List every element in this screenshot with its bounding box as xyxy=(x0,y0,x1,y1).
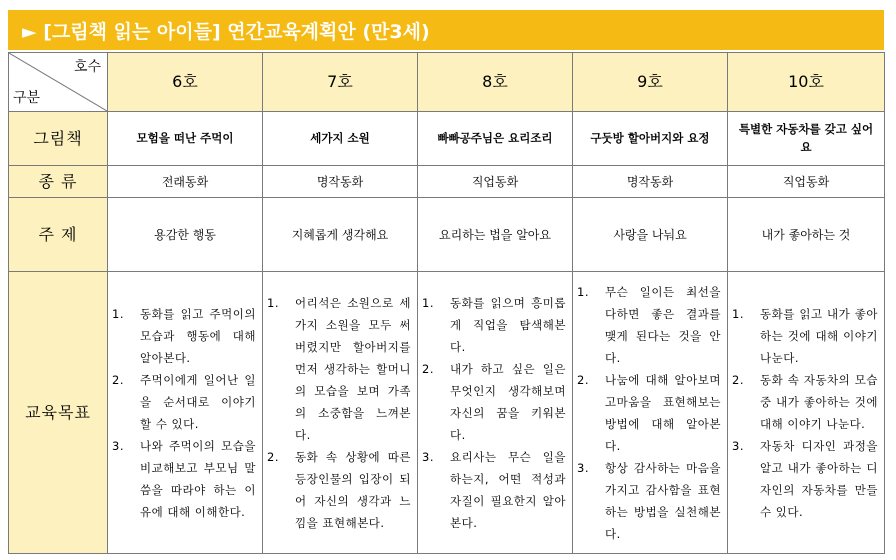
page-title xyxy=(8,10,884,50)
column-header: 9호 xyxy=(573,53,728,112)
goal-item-text: 나와 주먹이의 모습을 비교해보고 부모님 말씀을 따라야 하는 이유에 대해 이해한다. xyxy=(140,438,256,519)
corner-top-label: 호수 xyxy=(73,59,101,75)
goal-item xyxy=(577,369,721,457)
plan-table xyxy=(8,52,885,554)
goal-item xyxy=(422,446,566,534)
goal-item xyxy=(732,303,878,369)
goal-item-text: 주먹이에게 일어난 일을 순서대로 이야기 할 수 있다. xyxy=(140,372,256,431)
goal-item-number: 2. xyxy=(267,449,279,464)
goal-item-text: 동화 속 상황에 따른 등장인물의 입장이 되어 자신의 생각과 느낌을 표현해본다. xyxy=(295,449,411,530)
goal-item-number: 1. xyxy=(422,295,434,310)
book-title: 특별한 자동차를 갖고 싶어요 xyxy=(728,112,885,166)
column-header: 7호 xyxy=(263,53,418,112)
goal-item xyxy=(577,281,721,369)
goal-item-text: 항상 감사하는 마음을 가지고 감사함을 표현 하는 방법을 실천해본다. xyxy=(605,460,721,541)
goal-item-number: 1. xyxy=(267,295,279,310)
book-title: 모험을 떠난 주먹이 xyxy=(108,112,263,166)
row-label-book: 그림책 xyxy=(9,112,108,166)
row-label-goal: 교육목표 xyxy=(9,272,108,554)
goal-item xyxy=(267,446,411,534)
type-cell: 전래동화 xyxy=(108,166,263,198)
goal-item-number: 1. xyxy=(577,284,589,299)
goal-item-number: 2. xyxy=(732,372,744,387)
goal-item-text: 무슨 일이든 최선을 다하면 좋은 결과를 맺게 된다는 것을 안다. xyxy=(605,284,721,365)
goal-item-number: 3. xyxy=(112,438,124,453)
book-row xyxy=(9,112,885,166)
type-cell: 직업동화 xyxy=(728,166,885,198)
goal-cell xyxy=(418,272,573,554)
goal-item xyxy=(732,435,878,523)
goal-item-text: 동화 속 자동차의 모습 중 내가 좋아하는 것에 대해 이야기 나눈다. xyxy=(760,372,878,431)
goal-item xyxy=(112,369,256,435)
goal-item-number: 3. xyxy=(422,449,434,464)
goal-item xyxy=(422,358,566,446)
goal-item-number: 3. xyxy=(577,460,589,475)
goal-item-text: 요리사는 무슨 일을 하는지, 어떤 적성과 자질이 필요한지 알아본다. xyxy=(450,449,566,530)
goal-item-text: 나눔에 대해 알아보며고마움을 표현해보는 방법에 대해 알아본다. xyxy=(605,372,721,453)
goal-item-text: 내가 하고 싶은 일은 무엇인지 생각해보며 자신의 꿈을 키워본다. xyxy=(450,361,566,442)
goal-item-number: 2. xyxy=(422,361,434,376)
goal-item-text: 동화를 읽으며 흥미롭게 직업을 탐색해본다. xyxy=(450,295,566,354)
goal-cell xyxy=(728,272,885,554)
theme-cell: 내가 좋아하는 것 xyxy=(728,198,885,272)
goal-item-number: 2. xyxy=(577,372,589,387)
goal-item-text: 동화를 읽고 내가 좋아하는 것에 대해 이야기 나눈다. xyxy=(760,306,878,365)
goal-item-number: 2. xyxy=(112,372,124,387)
type-cell: 직업동화 xyxy=(418,166,573,198)
title-text: ► [그림책 읽는 아이들] 연간교육계획안 (만3세) xyxy=(22,20,430,43)
goal-item-text: 자동차 디자인 과정을 알고 내가 좋아하는 디자인의 자동차를 만들 수 있다. xyxy=(760,438,878,519)
book-title: 빠빠공주님은 요리조리 xyxy=(418,112,573,166)
goal-cell xyxy=(108,272,263,554)
goal-cell xyxy=(573,272,728,554)
goal-item-number: 3. xyxy=(732,438,744,453)
goal-item xyxy=(577,457,721,545)
goal-item-number: 1. xyxy=(732,306,744,321)
goal-item xyxy=(732,369,878,435)
row-label-theme: 주 제 xyxy=(9,198,108,272)
type-cell: 명작동화 xyxy=(263,166,418,198)
column-header: 6호 xyxy=(108,53,263,112)
row-label-type: 종 류 xyxy=(9,166,108,198)
corner-bottom-label: 구분 xyxy=(13,90,41,106)
goal-item xyxy=(112,435,256,523)
goal-item xyxy=(112,303,256,369)
theme-cell: 요리하는 법을 알아요 xyxy=(418,198,573,272)
goal-cell xyxy=(263,272,418,554)
type-cell: 명작동화 xyxy=(573,166,728,198)
book-title: 구둣방 할아버지와 요정 xyxy=(573,112,728,166)
goal-item-number: 1. xyxy=(112,306,124,321)
goal-item-text: 어리석은 소원으로 세가지 소원을 모두 써버렸지만 할아버지를 먼저 생각하는 할머니의 모습을 보며 가족의 소중함을 느껴본다. xyxy=(295,295,411,442)
book-title: 세가지 소원 xyxy=(263,112,418,166)
goal-row xyxy=(9,272,885,554)
theme-row xyxy=(9,198,885,272)
theme-cell: 지혜롭게 생각해요 xyxy=(263,198,418,272)
theme-cell: 사랑을 나눠요 xyxy=(573,198,728,272)
corner-cell xyxy=(9,53,108,112)
theme-cell: 용감한 행동 xyxy=(108,198,263,272)
goal-item xyxy=(422,292,566,358)
goal-item-text: 동화를 읽고 주먹이의 모습과 행동에 대해 알아본다. xyxy=(140,306,256,365)
header-row xyxy=(9,53,885,112)
type-row xyxy=(9,166,885,198)
column-header: 8호 xyxy=(418,53,573,112)
goal-item xyxy=(267,292,411,446)
column-header: 10호 xyxy=(728,53,885,112)
